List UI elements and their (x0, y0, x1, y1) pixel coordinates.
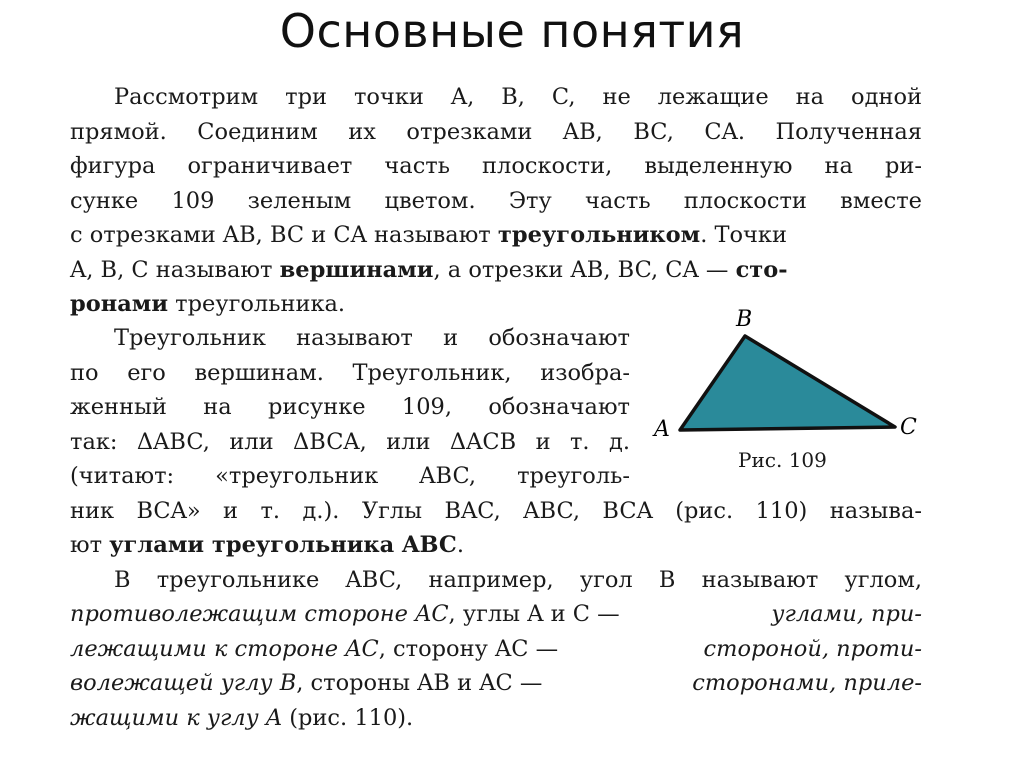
text-line: фигура ограничивает часть плоскости, выделенную на ри- (70, 153, 922, 179)
paragraph-2 (70, 321, 630, 494)
text-run: (рис. 110). (282, 704, 414, 731)
term-vertices: вершинами (279, 256, 434, 283)
term-opposite-side: противолежащим стороне AC (70, 601, 449, 627)
term-angles: углами треугольника ABC (109, 532, 457, 558)
paragraph-3 (70, 563, 922, 736)
text-run: с отрезками AB, BC и CA называют (70, 222, 498, 248)
text-line: ник BCA» и т. д.). Углы BAC, ABC, BCA (рис. 110) называ- (70, 497, 922, 524)
text-run: . (456, 532, 464, 558)
vertex-label-c: C (900, 415, 917, 440)
text-line: сунке 109 зеленым цветом. Эту часть плоскости вместе (70, 187, 922, 214)
figure-caption: Рис. 109 (738, 448, 827, 472)
paragraph-1 (70, 80, 922, 322)
text-line: Рассмотрим три точки A, B, C, не лежащие на одной (114, 84, 922, 110)
text-line: (читают: «треугольник ABC, треуголь- (70, 463, 630, 489)
text-line (70, 632, 922, 667)
term-adjacent-sides-part2: жащими к углу A (70, 704, 283, 731)
text-run: ют (70, 532, 110, 558)
term-adjacent-part2: лежащими к стороне AC (70, 635, 379, 662)
term-adjacent-sides-part1: сторонами, приле- (692, 670, 922, 696)
text-run: треугольника. (168, 291, 346, 317)
triangle-abc (680, 336, 895, 430)
text-line (70, 597, 922, 632)
text-line: В треугольнике ABC, например, угол B называют углом, (114, 566, 922, 593)
text-run: , углы A и C — (448, 601, 620, 627)
term-triangle: треугольником (497, 222, 701, 248)
paragraph-2-continued (70, 494, 922, 563)
text-run: , а отрезки AB, BC, CA — (433, 256, 736, 283)
text-line (70, 701, 922, 736)
text-run: , сторону AC — (378, 635, 559, 662)
vertex-label-b: B (736, 307, 753, 332)
text-line: по его вершинам. Треугольник, изобра- (70, 359, 630, 386)
text-line (70, 253, 922, 288)
term-opposite-part2: волежащей углу B (70, 670, 297, 696)
text-line: прямой. Соединим их отрезками AB, BC, CA. Полученная (70, 118, 922, 145)
term-sides-part1: сто- (735, 256, 788, 283)
vertex-label-a: A (654, 417, 670, 442)
text-run: . Точки (700, 222, 787, 248)
text-run: A, B, C называют (70, 256, 280, 283)
text-line (70, 218, 922, 253)
text-line: так: ΔABC, или ΔBCA, или ΔACB и т. д. (70, 428, 630, 455)
term-adjacent-part1: углами, при- (771, 601, 922, 627)
term-opposite-part1: стороной, проти- (703, 635, 922, 662)
slide-title: Основные понятия (279, 4, 745, 58)
term-sides-part2: ронами (70, 291, 169, 317)
text-line: женный на рисунке 109, обозначают (70, 394, 630, 420)
text-line (70, 666, 922, 701)
text-line (70, 528, 922, 563)
text-line: Треугольник называют и обозначают (114, 325, 630, 351)
text-run: , стороны AB и AC — (296, 670, 543, 696)
